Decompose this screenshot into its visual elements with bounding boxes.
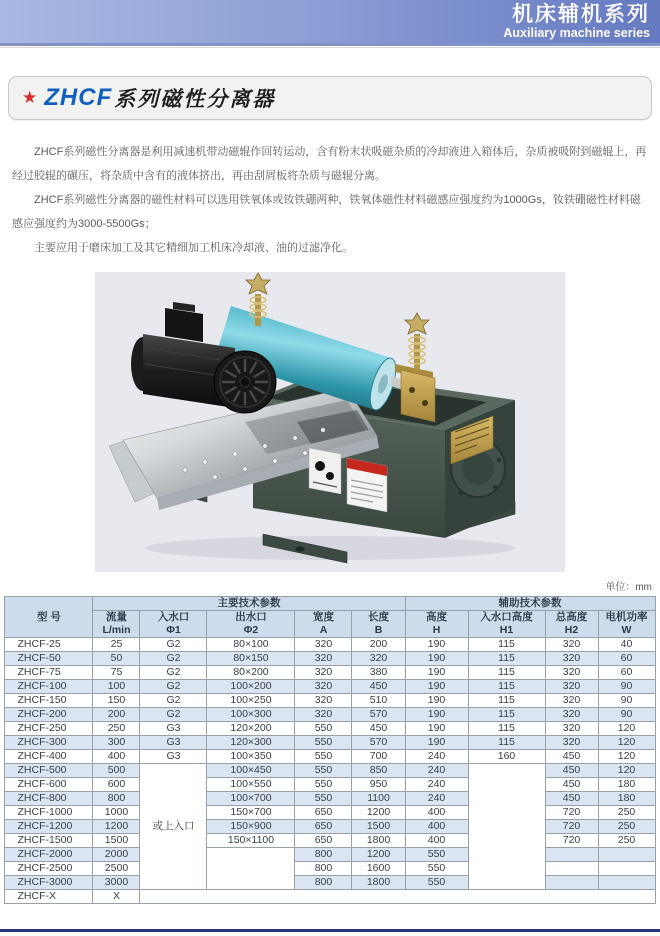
spec-cell: 40 bbox=[598, 638, 655, 652]
spec-cell: 400 bbox=[405, 820, 468, 834]
model-cell: ZHCF-25 bbox=[5, 638, 93, 652]
spec-cell: 1800 bbox=[352, 834, 405, 848]
spec-cell: 180 bbox=[598, 792, 655, 806]
spec-cell: G2 bbox=[140, 652, 207, 666]
spec-table-header bbox=[5, 597, 655, 638]
spec-cell: 500 bbox=[93, 764, 140, 778]
spec-cell: 115 bbox=[468, 708, 545, 722]
table-row bbox=[5, 750, 655, 764]
spec-cell bbox=[598, 862, 655, 876]
spec-cell: G3 bbox=[140, 750, 207, 764]
column-header-0: 流量 L/min bbox=[93, 611, 140, 638]
fan-grille-icon bbox=[214, 351, 276, 413]
column-header-1: 入水口 Φ1 bbox=[140, 611, 207, 638]
model-cell: ZHCF-300 bbox=[5, 736, 93, 750]
spec-cell: 150×1100 bbox=[207, 834, 295, 848]
spec-cell: 250 bbox=[598, 820, 655, 834]
table-row bbox=[5, 638, 655, 652]
spec-cell: 或上入口 bbox=[140, 764, 207, 890]
spec-cell: 800 bbox=[295, 862, 352, 876]
spec-cell: 510 bbox=[352, 694, 405, 708]
spec-cell: 300 bbox=[93, 736, 140, 750]
spec-cell bbox=[468, 764, 545, 890]
spec-cell: 250 bbox=[598, 834, 655, 848]
spec-cell: 150×900 bbox=[207, 820, 295, 834]
column-header-7: 总高度 H2 bbox=[545, 611, 598, 638]
model-cell: ZHCF-400 bbox=[5, 750, 93, 764]
spec-cell: 115 bbox=[468, 680, 545, 694]
description-paragraph-1: ZHCF系列磁性分离器是利用减速机带动磁辊作回转运动，含有粉末状吸磁杂质的冷却液进入箱体后，杂质被吸附到磁辊上，再经过胶辊的碾压，将杂质中含有的液体挤出，再由刮屑板将杂质与磁辊分离。 bbox=[12, 146, 647, 182]
spec-cell: 120 bbox=[598, 736, 655, 750]
spec-cell: 800 bbox=[295, 848, 352, 862]
spec-cell: 190 bbox=[405, 652, 468, 666]
spec-cell: 380 bbox=[352, 666, 405, 680]
model-cell: ZHCF-50 bbox=[5, 652, 93, 666]
product-series-code: ZHCF bbox=[44, 84, 113, 111]
column-header-6: 入水口高度 H1 bbox=[468, 611, 545, 638]
spec-cell: 100×300 bbox=[207, 708, 295, 722]
magnetic-separator-illustration bbox=[95, 272, 565, 572]
spec-cell: 25 bbox=[93, 638, 140, 652]
spec-cell: 75 bbox=[93, 666, 140, 680]
spec-cell: 320 bbox=[545, 736, 598, 750]
spec-cell: 320 bbox=[545, 652, 598, 666]
model-cell: ZHCF-1000 bbox=[5, 806, 93, 820]
table-row bbox=[5, 792, 655, 806]
spec-table bbox=[4, 596, 655, 904]
table-row bbox=[5, 806, 655, 820]
model-cell: ZHCF-2000 bbox=[5, 848, 93, 862]
spec-cell: 1100 bbox=[352, 792, 405, 806]
column-header-model: 型 号 bbox=[5, 597, 93, 638]
spec-cell: 650 bbox=[295, 834, 352, 848]
spec-cell: 120 bbox=[598, 722, 655, 736]
spec-cell: 100×200 bbox=[207, 680, 295, 694]
footer-rule bbox=[0, 929, 660, 932]
spec-cell: 190 bbox=[405, 666, 468, 680]
model-cell: ZHCF-600 bbox=[5, 778, 93, 792]
spec-cell: 320 bbox=[545, 680, 598, 694]
spec-cell: G2 bbox=[140, 680, 207, 694]
spec-cell: 190 bbox=[405, 694, 468, 708]
spec-cell: G3 bbox=[140, 722, 207, 736]
table-row bbox=[5, 694, 655, 708]
spec-cell: 320 bbox=[295, 638, 352, 652]
spec-cell: 80×200 bbox=[207, 666, 295, 680]
spec-cell: 115 bbox=[468, 722, 545, 736]
table-row bbox=[5, 666, 655, 680]
column-header-2: 出水口 Φ2 bbox=[207, 611, 295, 638]
product-title-box bbox=[8, 76, 652, 120]
spec-cell: 720 bbox=[545, 834, 598, 848]
spec-cell: 550 bbox=[405, 862, 468, 876]
spec-cell: 3000 bbox=[93, 876, 140, 890]
spec-cell: 100×550 bbox=[207, 778, 295, 792]
spec-cell: 120 bbox=[598, 764, 655, 778]
spec-cell: 100×250 bbox=[207, 694, 295, 708]
spec-cell: 50 bbox=[93, 652, 140, 666]
spec-cell: 720 bbox=[545, 820, 598, 834]
model-cell: ZHCF-200 bbox=[5, 708, 93, 722]
table-row bbox=[5, 652, 655, 666]
spec-cell: 115 bbox=[468, 736, 545, 750]
column-group-header-0: 主要技术参数 bbox=[93, 597, 405, 611]
spec-cell: 800 bbox=[295, 876, 352, 890]
spec-cell: 320 bbox=[545, 638, 598, 652]
spec-cell: 250 bbox=[93, 722, 140, 736]
banner-title-cn: 机床辅机系列 bbox=[512, 2, 650, 26]
spec-cell bbox=[545, 862, 598, 876]
spec-cell: 1500 bbox=[93, 834, 140, 848]
table-row bbox=[5, 876, 655, 890]
bearing-bracket bbox=[395, 364, 435, 422]
column-header-5: 高度 H bbox=[405, 611, 468, 638]
model-cell: ZHCF-1200 bbox=[5, 820, 93, 834]
spec-cell: 550 bbox=[295, 778, 352, 792]
spec-cell: 240 bbox=[405, 778, 468, 792]
model-cell: ZHCF-2500 bbox=[5, 862, 93, 876]
spec-cell: 100×700 bbox=[207, 792, 295, 806]
spec-cell: 650 bbox=[295, 820, 352, 834]
spec-cell: 650 bbox=[295, 806, 352, 820]
spec-cell: G2 bbox=[140, 638, 207, 652]
spec-table-body bbox=[5, 638, 655, 904]
spec-cell: 100×450 bbox=[207, 764, 295, 778]
spec-cell: 250 bbox=[598, 806, 655, 820]
spec-cell: 1500 bbox=[352, 820, 405, 834]
table-row bbox=[5, 764, 655, 778]
spec-cell bbox=[140, 890, 655, 904]
spec-cell: 150×700 bbox=[207, 806, 295, 820]
spec-cell: G2 bbox=[140, 708, 207, 722]
spec-cell: 320 bbox=[295, 680, 352, 694]
spec-cell: 200 bbox=[352, 638, 405, 652]
spec-cell: 90 bbox=[598, 694, 655, 708]
spec-cell bbox=[545, 876, 598, 890]
spec-cell: 550 bbox=[405, 848, 468, 862]
spec-cell: 400 bbox=[93, 750, 140, 764]
spec-cell: 320 bbox=[295, 652, 352, 666]
table-row bbox=[5, 778, 655, 792]
table-row bbox=[5, 708, 655, 722]
spec-cell: 550 bbox=[405, 876, 468, 890]
product-title-text: 系列磁性分离器 bbox=[114, 88, 276, 111]
spec-cell: 550 bbox=[295, 736, 352, 750]
model-cell: ZHCF-X bbox=[5, 890, 93, 904]
model-cell: ZHCF-75 bbox=[5, 666, 93, 680]
spec-cell: G2 bbox=[140, 666, 207, 680]
spec-cell: 320 bbox=[352, 652, 405, 666]
spec-cell: 190 bbox=[405, 722, 468, 736]
spec-cell: 450 bbox=[352, 722, 405, 736]
spec-cell: 320 bbox=[295, 666, 352, 680]
table-row bbox=[5, 862, 655, 876]
spec-cell: 570 bbox=[352, 708, 405, 722]
spec-cell: 400 bbox=[405, 806, 468, 820]
spec-cell: 550 bbox=[295, 792, 352, 806]
spec-cell: 320 bbox=[545, 666, 598, 680]
spec-cell: 600 bbox=[93, 778, 140, 792]
model-cell: ZHCF-250 bbox=[5, 722, 93, 736]
spec-cell: 150 bbox=[93, 694, 140, 708]
spec-cell: 2000 bbox=[93, 848, 140, 862]
spec-cell: 800 bbox=[93, 792, 140, 806]
product-photo bbox=[95, 272, 565, 572]
model-cell: ZHCF-150 bbox=[5, 694, 93, 708]
model-cell: ZHCF-500 bbox=[5, 764, 93, 778]
spec-cell: 450 bbox=[545, 764, 598, 778]
spec-cell: 450 bbox=[545, 792, 598, 806]
spec-cell: 115 bbox=[468, 694, 545, 708]
description-paragraph-3: 主要应用于磨床加工及其它精细加工机床冷却液、油的过滤净化。 bbox=[34, 242, 353, 254]
banner-title-en: Auxiliary machine series bbox=[503, 25, 650, 40]
spec-cell: 1600 bbox=[352, 862, 405, 876]
spec-cell: 190 bbox=[405, 680, 468, 694]
spec-cell: 115 bbox=[468, 638, 545, 652]
warning-label bbox=[347, 458, 387, 512]
spec-cell: 720 bbox=[545, 806, 598, 820]
spec-cell: 60 bbox=[598, 652, 655, 666]
spec-cell: 190 bbox=[405, 708, 468, 722]
spec-cell: 850 bbox=[352, 764, 405, 778]
spec-cell: 1000 bbox=[93, 806, 140, 820]
spec-cell: 320 bbox=[295, 708, 352, 722]
spec-cell: 2500 bbox=[93, 862, 140, 876]
table-row bbox=[5, 722, 655, 736]
spec-cell: 240 bbox=[405, 750, 468, 764]
spec-cell bbox=[207, 848, 295, 890]
spec-cell: 120×300 bbox=[207, 736, 295, 750]
spec-cell bbox=[598, 848, 655, 862]
spec-cell: 90 bbox=[598, 708, 655, 722]
spec-cell: X bbox=[93, 890, 140, 904]
column-group-header-1: 辅助技术参数 bbox=[405, 597, 655, 611]
table-row bbox=[5, 736, 655, 750]
description-paragraph-2: ZHCF系列磁性分离器的磁性材料可以选用铁氧体或钕铁硼两种，铁氧体磁性材料磁感应强度约为1000Gs，钕铁硼磁性材料磁感应强度约为3000-5500Gs； bbox=[12, 194, 641, 230]
spec-cell: 200 bbox=[93, 708, 140, 722]
spec-cell: 1200 bbox=[352, 806, 405, 820]
spec-cell: 160 bbox=[468, 750, 545, 764]
table-row bbox=[5, 890, 655, 904]
spec-cell: 1200 bbox=[352, 848, 405, 862]
model-cell: ZHCF-3000 bbox=[5, 876, 93, 890]
spec-cell: 570 bbox=[352, 736, 405, 750]
unit-note: 单位：mm bbox=[605, 582, 652, 593]
spec-cell: 120 bbox=[598, 750, 655, 764]
spec-cell: 450 bbox=[545, 750, 598, 764]
spec-cell: 700 bbox=[352, 750, 405, 764]
spec-cell: 320 bbox=[545, 722, 598, 736]
product-description bbox=[12, 140, 648, 260]
spec-cell: G2 bbox=[140, 694, 207, 708]
column-header-8: 电机功率 W bbox=[598, 611, 655, 638]
spec-cell: 115 bbox=[468, 666, 545, 680]
spec-cell bbox=[598, 876, 655, 890]
spec-cell: 1200 bbox=[93, 820, 140, 834]
spec-cell: 190 bbox=[405, 736, 468, 750]
spec-cell: 80×150 bbox=[207, 652, 295, 666]
caution-pictogram-label bbox=[309, 448, 341, 494]
model-cell: ZHCF-800 bbox=[5, 792, 93, 806]
spec-cell: 450 bbox=[352, 680, 405, 694]
spec-cell: 60 bbox=[598, 666, 655, 680]
spec-cell: 400 bbox=[405, 834, 468, 848]
spec-cell: 550 bbox=[295, 750, 352, 764]
spec-cell: 80×100 bbox=[207, 638, 295, 652]
spec-cell: 240 bbox=[405, 792, 468, 806]
spec-cell: 450 bbox=[545, 778, 598, 792]
table-row bbox=[5, 820, 655, 834]
spec-cell: 1800 bbox=[352, 876, 405, 890]
spec-cell: 115 bbox=[468, 652, 545, 666]
spec-cell: 320 bbox=[295, 694, 352, 708]
model-cell: ZHCF-1500 bbox=[5, 834, 93, 848]
table-row bbox=[5, 680, 655, 694]
spec-cell: 120×200 bbox=[207, 722, 295, 736]
spec-cell: 190 bbox=[405, 638, 468, 652]
spec-cell: 240 bbox=[405, 764, 468, 778]
spec-cell: 320 bbox=[545, 694, 598, 708]
column-header-4: 长度 B bbox=[352, 611, 405, 638]
table-row bbox=[5, 848, 655, 862]
spec-cell: 100 bbox=[93, 680, 140, 694]
spec-cell: 180 bbox=[598, 778, 655, 792]
star-icon: ★ bbox=[22, 88, 38, 107]
spec-cell: 950 bbox=[352, 778, 405, 792]
spec-cell: 550 bbox=[295, 722, 352, 736]
spec-cell: 100×350 bbox=[207, 750, 295, 764]
page-banner bbox=[0, 0, 660, 46]
column-header-3: 宽度 A bbox=[295, 611, 352, 638]
spec-cell: 320 bbox=[545, 708, 598, 722]
banner-divider bbox=[0, 47, 660, 48]
spec-cell bbox=[545, 848, 598, 862]
spec-cell: G3 bbox=[140, 736, 207, 750]
model-cell: ZHCF-100 bbox=[5, 680, 93, 694]
table-row bbox=[5, 834, 655, 848]
spec-cell: 550 bbox=[295, 764, 352, 778]
spec-cell: 90 bbox=[598, 680, 655, 694]
